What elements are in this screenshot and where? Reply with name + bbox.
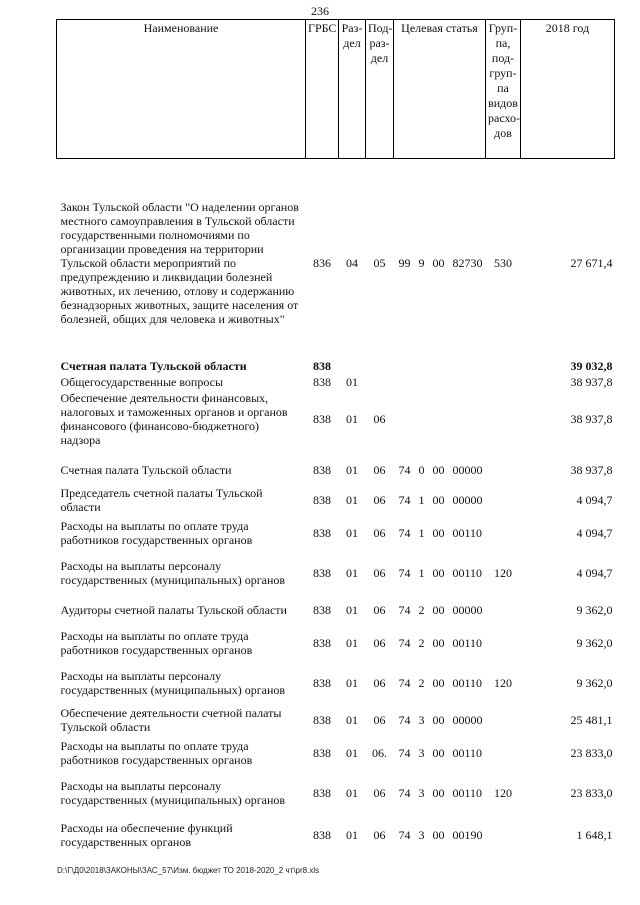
row-grbs: 838 xyxy=(313,675,331,690)
row-podrazdel: 06 xyxy=(373,675,386,690)
row-target-part-4: 00000 xyxy=(452,492,483,507)
table-row xyxy=(57,159,615,355)
row-target-part-3: 00 xyxy=(432,255,445,270)
row-razdel: 01 xyxy=(346,492,358,507)
row-group xyxy=(486,625,521,661)
row-target-article xyxy=(394,373,486,391)
table-row xyxy=(57,661,615,705)
row-group xyxy=(486,485,521,515)
row-target-part-1: 74 xyxy=(398,492,411,507)
header-target xyxy=(394,20,486,159)
row-target-part-1: 74 xyxy=(398,675,411,690)
row-podrazdel xyxy=(366,355,394,373)
row-podrazdel: 05 xyxy=(373,255,386,270)
row-target-part-4: 00000 xyxy=(452,602,483,617)
row-name: Счетная палата Тульской области xyxy=(60,462,232,477)
row-grbs: 838 xyxy=(313,358,331,373)
row-target-part-2: 0 xyxy=(418,462,425,477)
row-group: 120 xyxy=(494,675,512,690)
header-grbs xyxy=(306,20,339,159)
row-name: Расходы на выплаты персоналу государственных (муниципальных) органов xyxy=(60,558,286,587)
row-amount: 38 937,8 xyxy=(570,411,613,426)
row-razdel xyxy=(339,355,366,373)
row-razdel: 01 xyxy=(346,827,358,842)
row-target-part-4: 00110 xyxy=(452,745,483,760)
header-group xyxy=(486,20,521,159)
header-podrazdel xyxy=(366,20,394,159)
row-podrazdel: 06. xyxy=(372,745,387,760)
row-name: Обеспечение деятельности счетной палаты Тульской области xyxy=(60,705,282,734)
header-year xyxy=(521,20,615,159)
row-podrazdel: 06 xyxy=(373,712,386,727)
row-target-part-2: 1 xyxy=(418,525,425,540)
file-path-footer: D:\Г\Д0\2018\ЗАКОНЫ\ЗАС_57\Изм. бюджет ТО 2018-2020_2 чт\pr8.xls xyxy=(57,866,320,875)
row-razdel: 01 xyxy=(346,745,358,760)
row-group xyxy=(486,355,521,373)
row-razdel: 01 xyxy=(346,602,358,617)
row-amount: 4 094,7 xyxy=(576,525,613,540)
table-body xyxy=(57,159,615,855)
table-header-row xyxy=(57,20,615,159)
row-amount: 9 362,0 xyxy=(576,675,613,690)
row-podrazdel: 06 xyxy=(373,785,386,800)
row-target-article xyxy=(394,625,486,661)
row-razdel: 01 xyxy=(346,462,358,477)
row-name: Аудиторы счетной палаты Тульской области xyxy=(60,602,287,617)
table-row xyxy=(57,391,615,447)
row-target-part-2: 3 xyxy=(418,785,425,800)
row-target-part-1: 74 xyxy=(398,525,411,540)
row-target-part-3: 00 xyxy=(432,712,445,727)
row-target-part-1: 74 xyxy=(398,602,411,617)
row-name: Расходы на обеспечение функций государственных органов xyxy=(60,820,233,849)
row-amount: 25 481,1 xyxy=(570,712,613,727)
row-target-part-2: 2 xyxy=(418,602,425,617)
header-podrazdel-label: Под- раз- дел xyxy=(368,21,393,65)
table-row xyxy=(57,447,615,485)
row-name: Расходы на выплаты персоналу государственных (муниципальных) органов xyxy=(60,778,286,807)
row-grbs: 838 xyxy=(313,745,331,760)
row-target-article xyxy=(394,661,486,705)
row-amount: 38 937,8 xyxy=(570,374,613,389)
row-target-article xyxy=(394,595,486,625)
header-razdel-label: Раз- дел xyxy=(341,21,363,50)
row-razdel: 01 xyxy=(346,785,358,800)
row-amount: 9 362,0 xyxy=(576,635,613,650)
row-grbs: 838 xyxy=(313,565,331,580)
row-target-part-3: 00 xyxy=(432,675,445,690)
table-row xyxy=(57,815,615,855)
row-name: Закон Тульской области "О наделении органов местного самоуправления в Тульской области государственными полномочиями по организации проведения на территории Тульской области мероприятий по предупреждению и ликвидации болезней животных, их лечению, отлову и содержанию безнадзорных животных, защите населения от болезней, общих для человека и животных" xyxy=(60,199,299,326)
row-target-part-3: 00 xyxy=(432,745,445,760)
row-target-part-3: 00 xyxy=(432,827,445,842)
row-target-article xyxy=(394,771,486,815)
row-target-part-2: 1 xyxy=(418,565,425,580)
row-podrazdel: 06 xyxy=(373,525,386,540)
row-razdel: 01 xyxy=(346,635,358,650)
table-row xyxy=(57,771,615,815)
row-target-article xyxy=(394,735,486,771)
row-amount: 23 833,0 xyxy=(570,745,613,760)
row-group xyxy=(486,595,521,625)
row-group xyxy=(486,735,521,771)
row-grbs: 838 xyxy=(313,462,331,477)
row-target-part-4: 00110 xyxy=(452,635,483,650)
table-row xyxy=(57,373,615,391)
row-target-article xyxy=(394,705,486,735)
row-target-part-1: 99 xyxy=(398,255,411,270)
row-target-part-2: 2 xyxy=(418,635,425,650)
row-target-part-4: 00110 xyxy=(452,565,483,580)
row-grbs: 838 xyxy=(313,492,331,507)
row-razdel: 01 xyxy=(346,712,358,727)
table-row xyxy=(57,515,615,551)
row-target-article xyxy=(394,551,486,595)
row-razdel: 01 xyxy=(346,374,358,389)
row-group: 120 xyxy=(494,565,512,580)
row-amount: 4 094,7 xyxy=(576,492,613,507)
row-target-article xyxy=(394,447,486,485)
row-name: Обеспечение деятельности финансовых, налоговых и таможенных органов и органов финансового (финансово-бюджетного) надзора xyxy=(60,390,288,447)
row-target-part-1: 74 xyxy=(398,462,411,477)
row-target-part-3: 00 xyxy=(432,525,445,540)
row-target-part-1: 74 xyxy=(398,785,411,800)
row-target-article xyxy=(394,485,486,515)
row-group: 530 xyxy=(494,255,512,270)
table-row xyxy=(57,625,615,661)
row-target-part-4: 00000 xyxy=(452,712,483,727)
row-target-part-4: 00000 xyxy=(452,462,483,477)
row-podrazdel: 06 xyxy=(373,462,386,477)
row-target-part-3: 00 xyxy=(432,492,445,507)
row-target-article xyxy=(394,391,486,447)
row-grbs: 838 xyxy=(313,525,331,540)
row-group xyxy=(486,705,521,735)
row-target-part-2: 3 xyxy=(418,712,425,727)
header-group-label: Груп- па, под- груп- па видов расхо- дов xyxy=(488,21,521,140)
row-target-part-2: 3 xyxy=(418,745,425,760)
row-target-article xyxy=(394,159,486,355)
row-grbs: 836 xyxy=(313,255,331,270)
row-target-part-3: 00 xyxy=(432,635,445,650)
row-name: Расходы на выплаты по оплате труда работников государственных органов xyxy=(60,518,253,547)
row-target-part-1: 74 xyxy=(398,745,411,760)
row-razdel: 01 xyxy=(346,565,358,580)
row-podrazdel: 06 xyxy=(373,411,386,426)
row-target-article xyxy=(394,815,486,855)
row-target-part-4: 00110 xyxy=(452,785,483,800)
row-grbs: 838 xyxy=(313,827,331,842)
row-target-part-3: 00 xyxy=(432,785,445,800)
row-target-part-4: 82730 xyxy=(452,255,483,270)
row-grbs: 838 xyxy=(313,374,331,389)
row-razdel: 01 xyxy=(346,411,358,426)
row-target-part-2: 9 xyxy=(418,255,425,270)
row-group xyxy=(486,447,521,485)
row-name: Счетная палата Тульской области xyxy=(60,358,247,373)
row-group xyxy=(486,815,521,855)
page-number: 236 xyxy=(311,4,329,18)
row-target-part-4: 00110 xyxy=(452,525,483,540)
table-row xyxy=(57,551,615,595)
row-podrazdel: 06 xyxy=(373,827,386,842)
header-year-label: 2018 год xyxy=(545,21,590,35)
row-target-part-3: 00 xyxy=(432,462,445,477)
header-razdel xyxy=(339,20,366,159)
row-razdel: 04 xyxy=(346,255,358,270)
table-row xyxy=(57,485,615,515)
header-name xyxy=(57,20,306,159)
row-name: Общегосударственные вопросы xyxy=(60,374,224,389)
row-target-part-2: 3 xyxy=(418,827,425,842)
header-target-label: Целевая статья xyxy=(401,21,478,35)
row-target-part-2: 2 xyxy=(418,675,425,690)
row-group xyxy=(486,515,521,551)
row-target-part-1: 74 xyxy=(398,635,411,650)
row-group xyxy=(486,373,521,391)
row-grbs: 838 xyxy=(313,712,331,727)
row-grbs: 838 xyxy=(313,411,331,426)
row-razdel: 01 xyxy=(346,675,358,690)
row-target-part-4: 00110 xyxy=(452,675,483,690)
row-amount: 27 671,4 xyxy=(570,255,613,270)
table-row xyxy=(57,595,615,625)
row-name: Расходы на выплаты по оплате труда работников государственных органов xyxy=(60,738,253,767)
row-group xyxy=(486,391,521,447)
row-grbs: 838 xyxy=(313,635,331,650)
row-target-part-3: 00 xyxy=(432,565,445,580)
row-amount: 9 362,0 xyxy=(576,602,613,617)
row-podrazdel: 06 xyxy=(373,602,386,617)
row-amount: 23 833,0 xyxy=(570,785,613,800)
row-target-part-3: 00 xyxy=(432,602,445,617)
row-target-part-1: 74 xyxy=(398,827,411,842)
row-amount: 1 648,1 xyxy=(576,827,613,842)
row-target-part-1: 74 xyxy=(398,565,411,580)
row-podrazdel: 06 xyxy=(373,635,386,650)
row-grbs: 838 xyxy=(313,602,331,617)
row-amount: 39 032,8 xyxy=(570,358,613,373)
row-podrazdel xyxy=(366,373,394,391)
row-target-part-4: 00190 xyxy=(452,827,483,842)
table-row xyxy=(57,735,615,771)
row-target-article xyxy=(394,355,486,373)
row-podrazdel: 06 xyxy=(373,565,386,580)
row-name: Расходы на выплаты персоналу государственных (муниципальных) органов xyxy=(60,668,286,697)
budget-table xyxy=(56,19,615,855)
row-target-article xyxy=(394,515,486,551)
row-amount: 4 094,7 xyxy=(576,565,613,580)
table-row xyxy=(57,355,615,373)
row-target-part-1: 74 xyxy=(398,712,411,727)
row-amount: 38 937,8 xyxy=(570,462,613,477)
row-podrazdel: 06 xyxy=(373,492,386,507)
row-target-part-2: 1 xyxy=(418,492,425,507)
row-razdel: 01 xyxy=(346,525,358,540)
row-group: 120 xyxy=(494,785,512,800)
header-grbs-label: ГРБС xyxy=(308,21,337,35)
row-name: Председатель счетной палаты Тульской области xyxy=(60,485,263,514)
table-row xyxy=(57,705,615,735)
header-name-label: Наименование xyxy=(143,21,219,35)
row-grbs: 838 xyxy=(313,785,331,800)
row-name: Расходы на выплаты по оплате труда работников государственных органов xyxy=(60,628,253,657)
